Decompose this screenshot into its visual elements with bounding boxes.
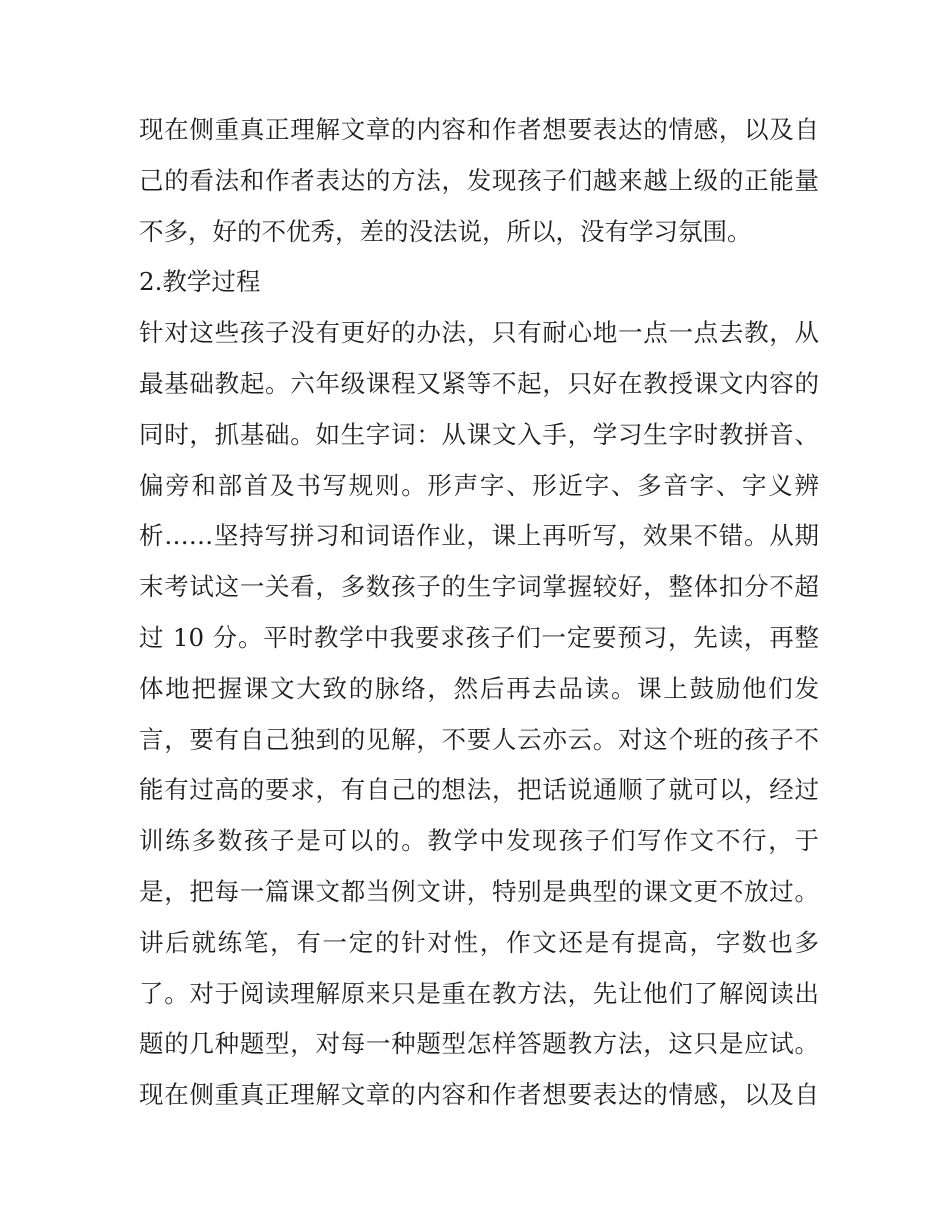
text-line-18: 了。对于阅读理解原来只是重在教方法，先让他们了解阅读出 xyxy=(139,980,819,1008)
text-line-17: 讲后就练笔，有一定的针对性，作文还是有提高，字数也多 xyxy=(139,929,819,957)
text-line-3: 不多，好的不优秀，差的没法说，所以，没有学习氛围。 xyxy=(139,218,752,246)
text-line-6: 最基础教起。六年级课程又紧等不起，只好在教授课文内容的 xyxy=(139,370,819,398)
text-line-15: 训练多数孩子是可以的。教学中发现孩子们写作文不行，于 xyxy=(139,827,819,855)
text-line-19: 题的几种题型，对每一种题型怎样答题教方法，这只是应试。 xyxy=(139,1030,819,1058)
text-line-14: 能有过高的要求，有自己的想法，把话说通顺了就可以，经过 xyxy=(139,776,819,804)
section-heading: 2.教学过程 xyxy=(139,268,261,296)
text-line-7: 同时，抓基础。如生字词：从课文入手，学习生字时教拼音、 xyxy=(139,421,819,449)
text-line-16: 是，把每一篇课文都当例文讲，特别是典型的课文更不放过。 xyxy=(139,878,819,906)
text-line-2: 己的看法和作者表达的方法，发现孩子们越来越上级的正能量 xyxy=(139,167,819,195)
text-line-13: 言，要有自己独到的见解，不要人云亦云。对这个班的孩子不 xyxy=(139,726,819,754)
text-line-20: 现在侧重真正理解文章的内容和作者想要表达的情感，以及自 xyxy=(139,1081,819,1109)
text-line-11: 过 10 分。平时教学中我要求孩子们一定要预习，先读，再整 xyxy=(139,624,819,652)
text-line-1: 现在侧重真正理解文章的内容和作者想要表达的情感，以及自 xyxy=(139,116,819,144)
text-line-9: 析……坚持写拼习和词语作业，课上再听写，效果不错。从期 xyxy=(139,522,819,550)
text-line-5: 针对这些孩子没有更好的办法，只有耐心地一点一点去教，从 xyxy=(139,319,819,347)
text-line-12: 体地把握课文大致的脉络，然后再去品读。课上鼓励他们发 xyxy=(139,675,819,703)
text-line-8: 偏旁和部首及书写规则。形声字、形近字、多音字、字义辨 xyxy=(139,472,819,500)
text-line-10: 末考试这一关看，多数孩子的生字词掌握较好，整体扣分不超 xyxy=(139,573,819,601)
